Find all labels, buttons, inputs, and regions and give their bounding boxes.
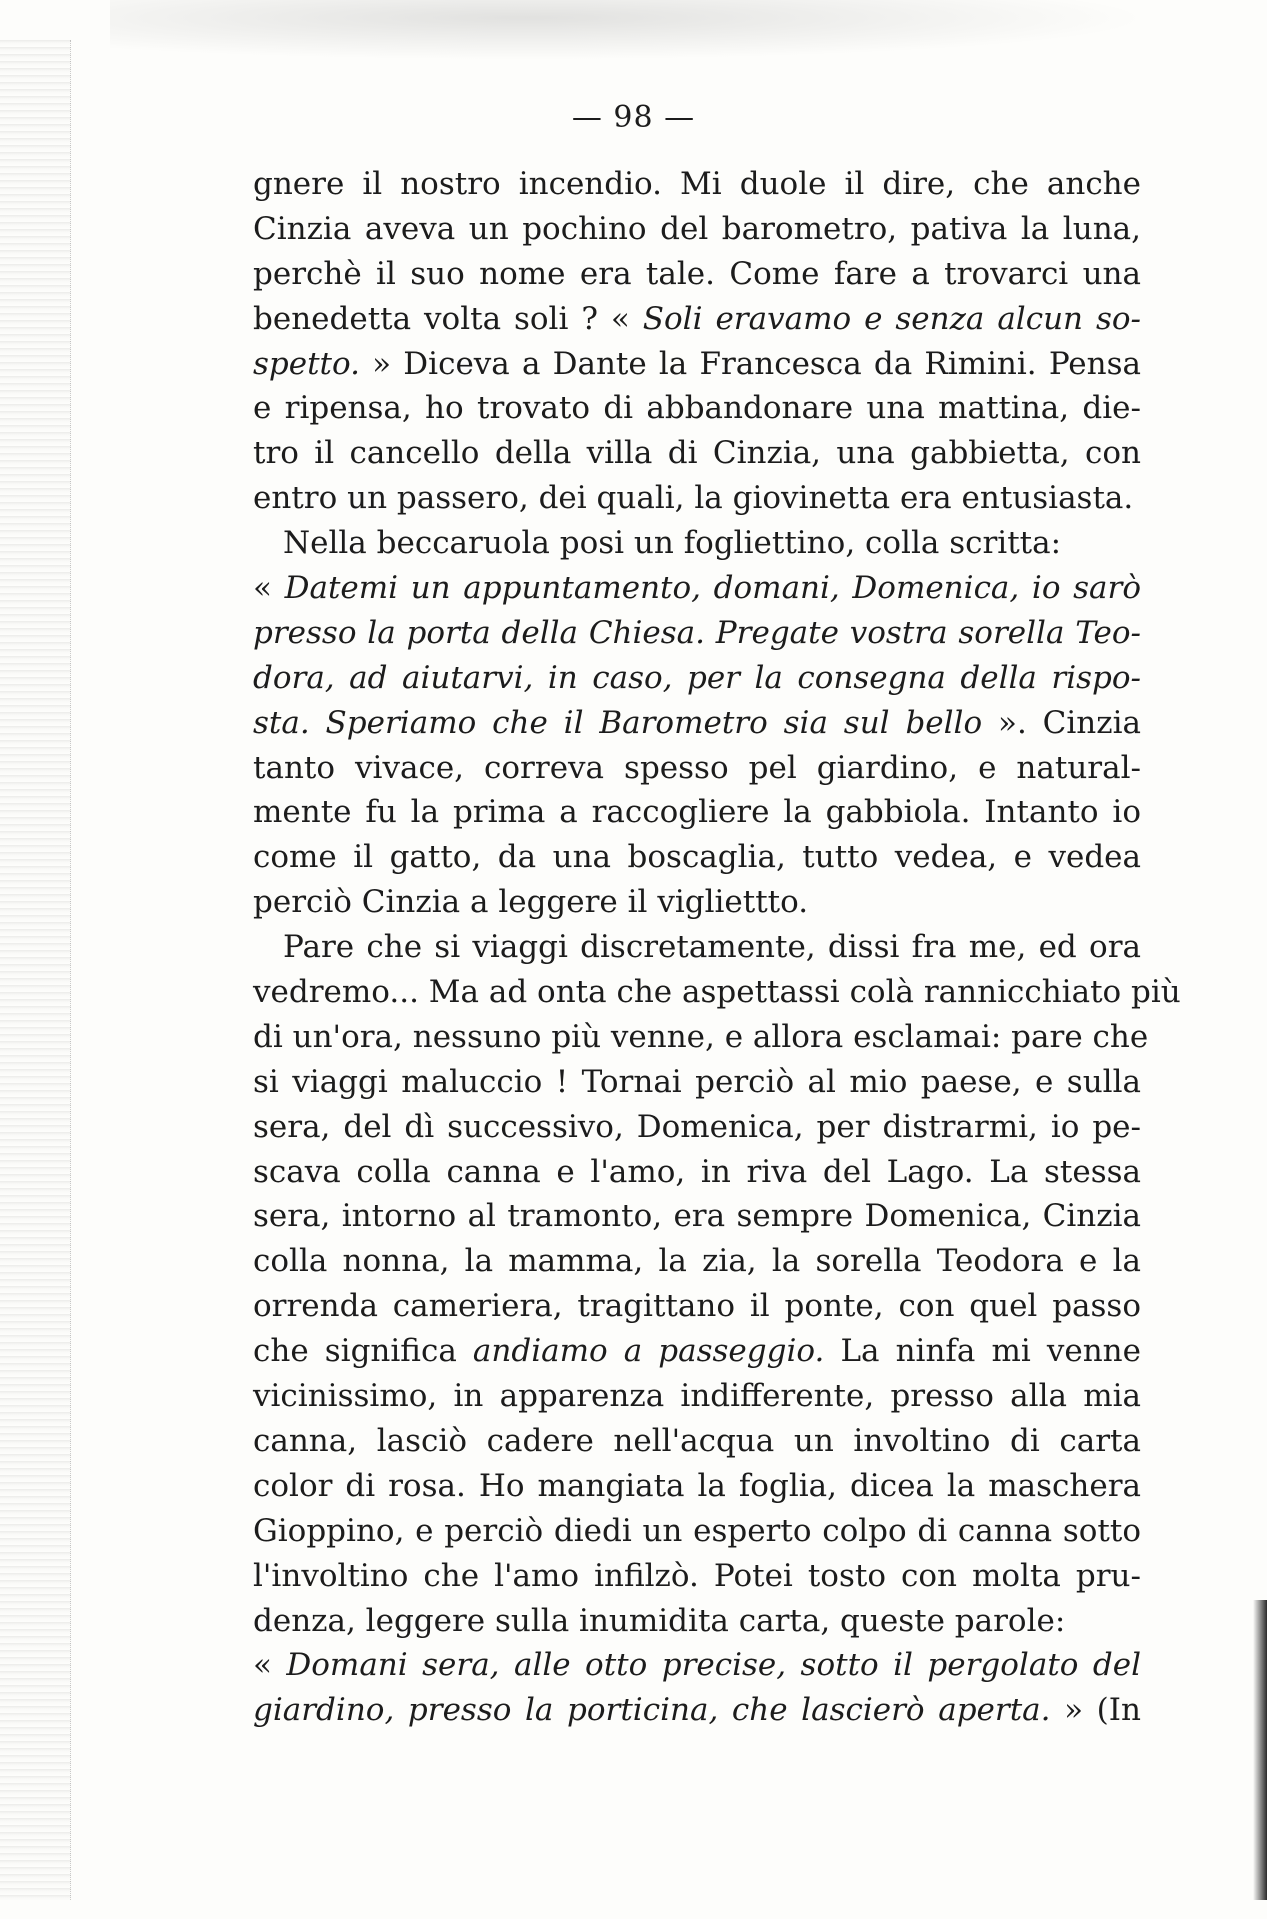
text-line xyxy=(253,1419,1141,1464)
text-segment: canna, lasciò cadere nell'acqua un involtino di carta xyxy=(253,1422,1141,1459)
text-line xyxy=(253,431,1141,476)
text-line xyxy=(253,1015,1149,1060)
text-line xyxy=(253,1688,1141,1733)
text-line xyxy=(253,297,1141,342)
text-line xyxy=(253,476,1141,521)
italic-segment: Domani sera, alle otto precise, sotto il pergolato del xyxy=(286,1647,1141,1684)
text-segment: e ripensa, ho trovato di abbandonare una mattina, die- xyxy=(253,390,1141,427)
text-segment: vedremo... Ma ad onta che aspettassi colà rannicchiato più xyxy=(253,974,1181,1011)
text-segment: perciò Cinzia a leggere il vigliettto. xyxy=(253,884,809,921)
text-segment: Gioppino, e perciò diedi un esperto colpo di canna sotto xyxy=(253,1512,1141,1549)
text-segment: tro il cancello della villa di Cinzia, una gabbietta, con xyxy=(253,435,1141,472)
text-line xyxy=(253,835,1141,880)
text-line xyxy=(253,207,1141,252)
text-line xyxy=(253,566,1141,611)
text-line xyxy=(253,252,1141,297)
text-line xyxy=(253,521,1141,566)
text-segment: denza, leggere sulla inumidita carta, queste parole: xyxy=(253,1602,1066,1639)
text-segment: color di rosa. Ho mangiata la foglia, dicea la maschera xyxy=(253,1467,1141,1504)
text-segment: scava colla canna e l'amo, in riva del Lago. La stessa xyxy=(253,1153,1141,1190)
text-line xyxy=(253,611,1141,656)
italic-segment: dora, ad aiutarvi, in caso, per la consegna della rispo- xyxy=(253,659,1141,696)
text-line xyxy=(253,1374,1141,1419)
italic-segment: giardino, presso la porticina, che lascierò aperta. xyxy=(253,1692,1051,1729)
page-number: — 98 — xyxy=(571,100,696,135)
text-line xyxy=(253,790,1141,835)
text-segment: benedetta volta soli ? « xyxy=(253,300,643,337)
text-line xyxy=(253,1464,1141,1509)
text-line xyxy=(253,1554,1141,1599)
text-line xyxy=(253,970,1181,1015)
text-line xyxy=(253,925,1141,970)
text-line xyxy=(253,1643,1141,1688)
scan-edge-left xyxy=(0,40,71,1900)
italic-segment: spetto. xyxy=(253,345,360,382)
text-segment: si viaggi maluccio ! Tornai perciò al mio paese, e sulla xyxy=(253,1063,1141,1100)
text-segment: perchè il suo nome era tale. Come fare a trovarci una xyxy=(253,255,1141,292)
italic-segment: sta. Speriamo che il Barometro sia sul bello xyxy=(253,704,983,741)
text-segment: gnere il nostro incendio. Mi duole il dire, che anche xyxy=(253,166,1141,202)
text-segment: colla nonna, la mamma, la zia, la sorella Teodora e la xyxy=(253,1243,1141,1280)
text-segment: tanto vivace, correva spesso pel giardino, e natural- xyxy=(253,749,1141,786)
text-segment: mente fu la prima a raccogliere la gabbiola. Intanto io xyxy=(253,794,1141,831)
scan-edge-right xyxy=(1253,1600,1267,1900)
body-text xyxy=(253,162,1181,1733)
italic-segment: Datemi un appuntamento, domani, Domenica, io sarò xyxy=(284,570,1141,607)
italic-segment: presso la porta della Chiesa. Pregate vostra sorella Teo- xyxy=(253,614,1141,651)
text-line xyxy=(253,1599,1141,1644)
italic-segment: Soli eravamo e senza alcun so- xyxy=(642,300,1141,337)
text-segment: » Diceva a Dante la Francesca da Rimini. Pensa xyxy=(360,345,1141,382)
text-segment: vicinissimo, in apparenza indifferente, presso alla mia xyxy=(253,1378,1141,1415)
text-line xyxy=(253,1284,1141,1329)
text-line xyxy=(253,880,1141,925)
text-line xyxy=(253,1509,1141,1554)
text-line xyxy=(253,656,1141,701)
text-line xyxy=(253,1105,1141,1150)
text-line xyxy=(253,386,1141,431)
text-segment: sera, intorno al tramonto, era sempre Domenica, Cinzia xyxy=(253,1198,1141,1235)
text-line xyxy=(253,1329,1141,1374)
text-segment: Pare che si viaggi discretamente, dissi fra me, ed ora xyxy=(283,929,1141,966)
text-segment: come il gatto, da una boscaglia, tutto vedea, e vedea xyxy=(253,839,1141,876)
text-segment: « xyxy=(253,1647,287,1684)
text-line xyxy=(253,162,1141,207)
text-segment: » (In xyxy=(1050,1692,1141,1729)
text-segment: di un'ora, nessuno più venne, e allora esclamai: pare che xyxy=(253,1018,1149,1055)
text-line xyxy=(253,1194,1141,1239)
text-segment: entro un passero, dei quali, la giovinetta era entusiasta. xyxy=(253,480,1134,517)
text-segment: La ninfa mi venne xyxy=(824,1333,1141,1370)
text-segment: che significa xyxy=(253,1333,473,1370)
text-line xyxy=(253,1060,1141,1105)
text-segment: ». Cinzia xyxy=(982,704,1141,741)
scan-edge-top xyxy=(110,0,1150,60)
text-segment: « xyxy=(253,570,285,607)
text-line xyxy=(253,1239,1141,1284)
text-segment: Nella beccaruola posi un fogliettino, colla scritta: xyxy=(283,525,1062,562)
text-line xyxy=(253,746,1141,791)
text-segment: Cinzia aveva un pochino del barometro, pativa la luna, xyxy=(253,210,1141,247)
text-line xyxy=(253,701,1141,746)
text-line xyxy=(253,342,1141,387)
text-segment: orrenda cameriera, tragittano il ponte, con quel passo xyxy=(253,1288,1141,1325)
text-line xyxy=(253,1150,1141,1195)
text-segment: l'involtino che l'amo infilzò. Potei tosto con molta pru- xyxy=(253,1557,1141,1594)
italic-segment: andiamo a passeggio. xyxy=(472,1333,825,1370)
text-segment: sera, del dì successivo, Domenica, per distrarmi, io pe- xyxy=(253,1108,1141,1145)
